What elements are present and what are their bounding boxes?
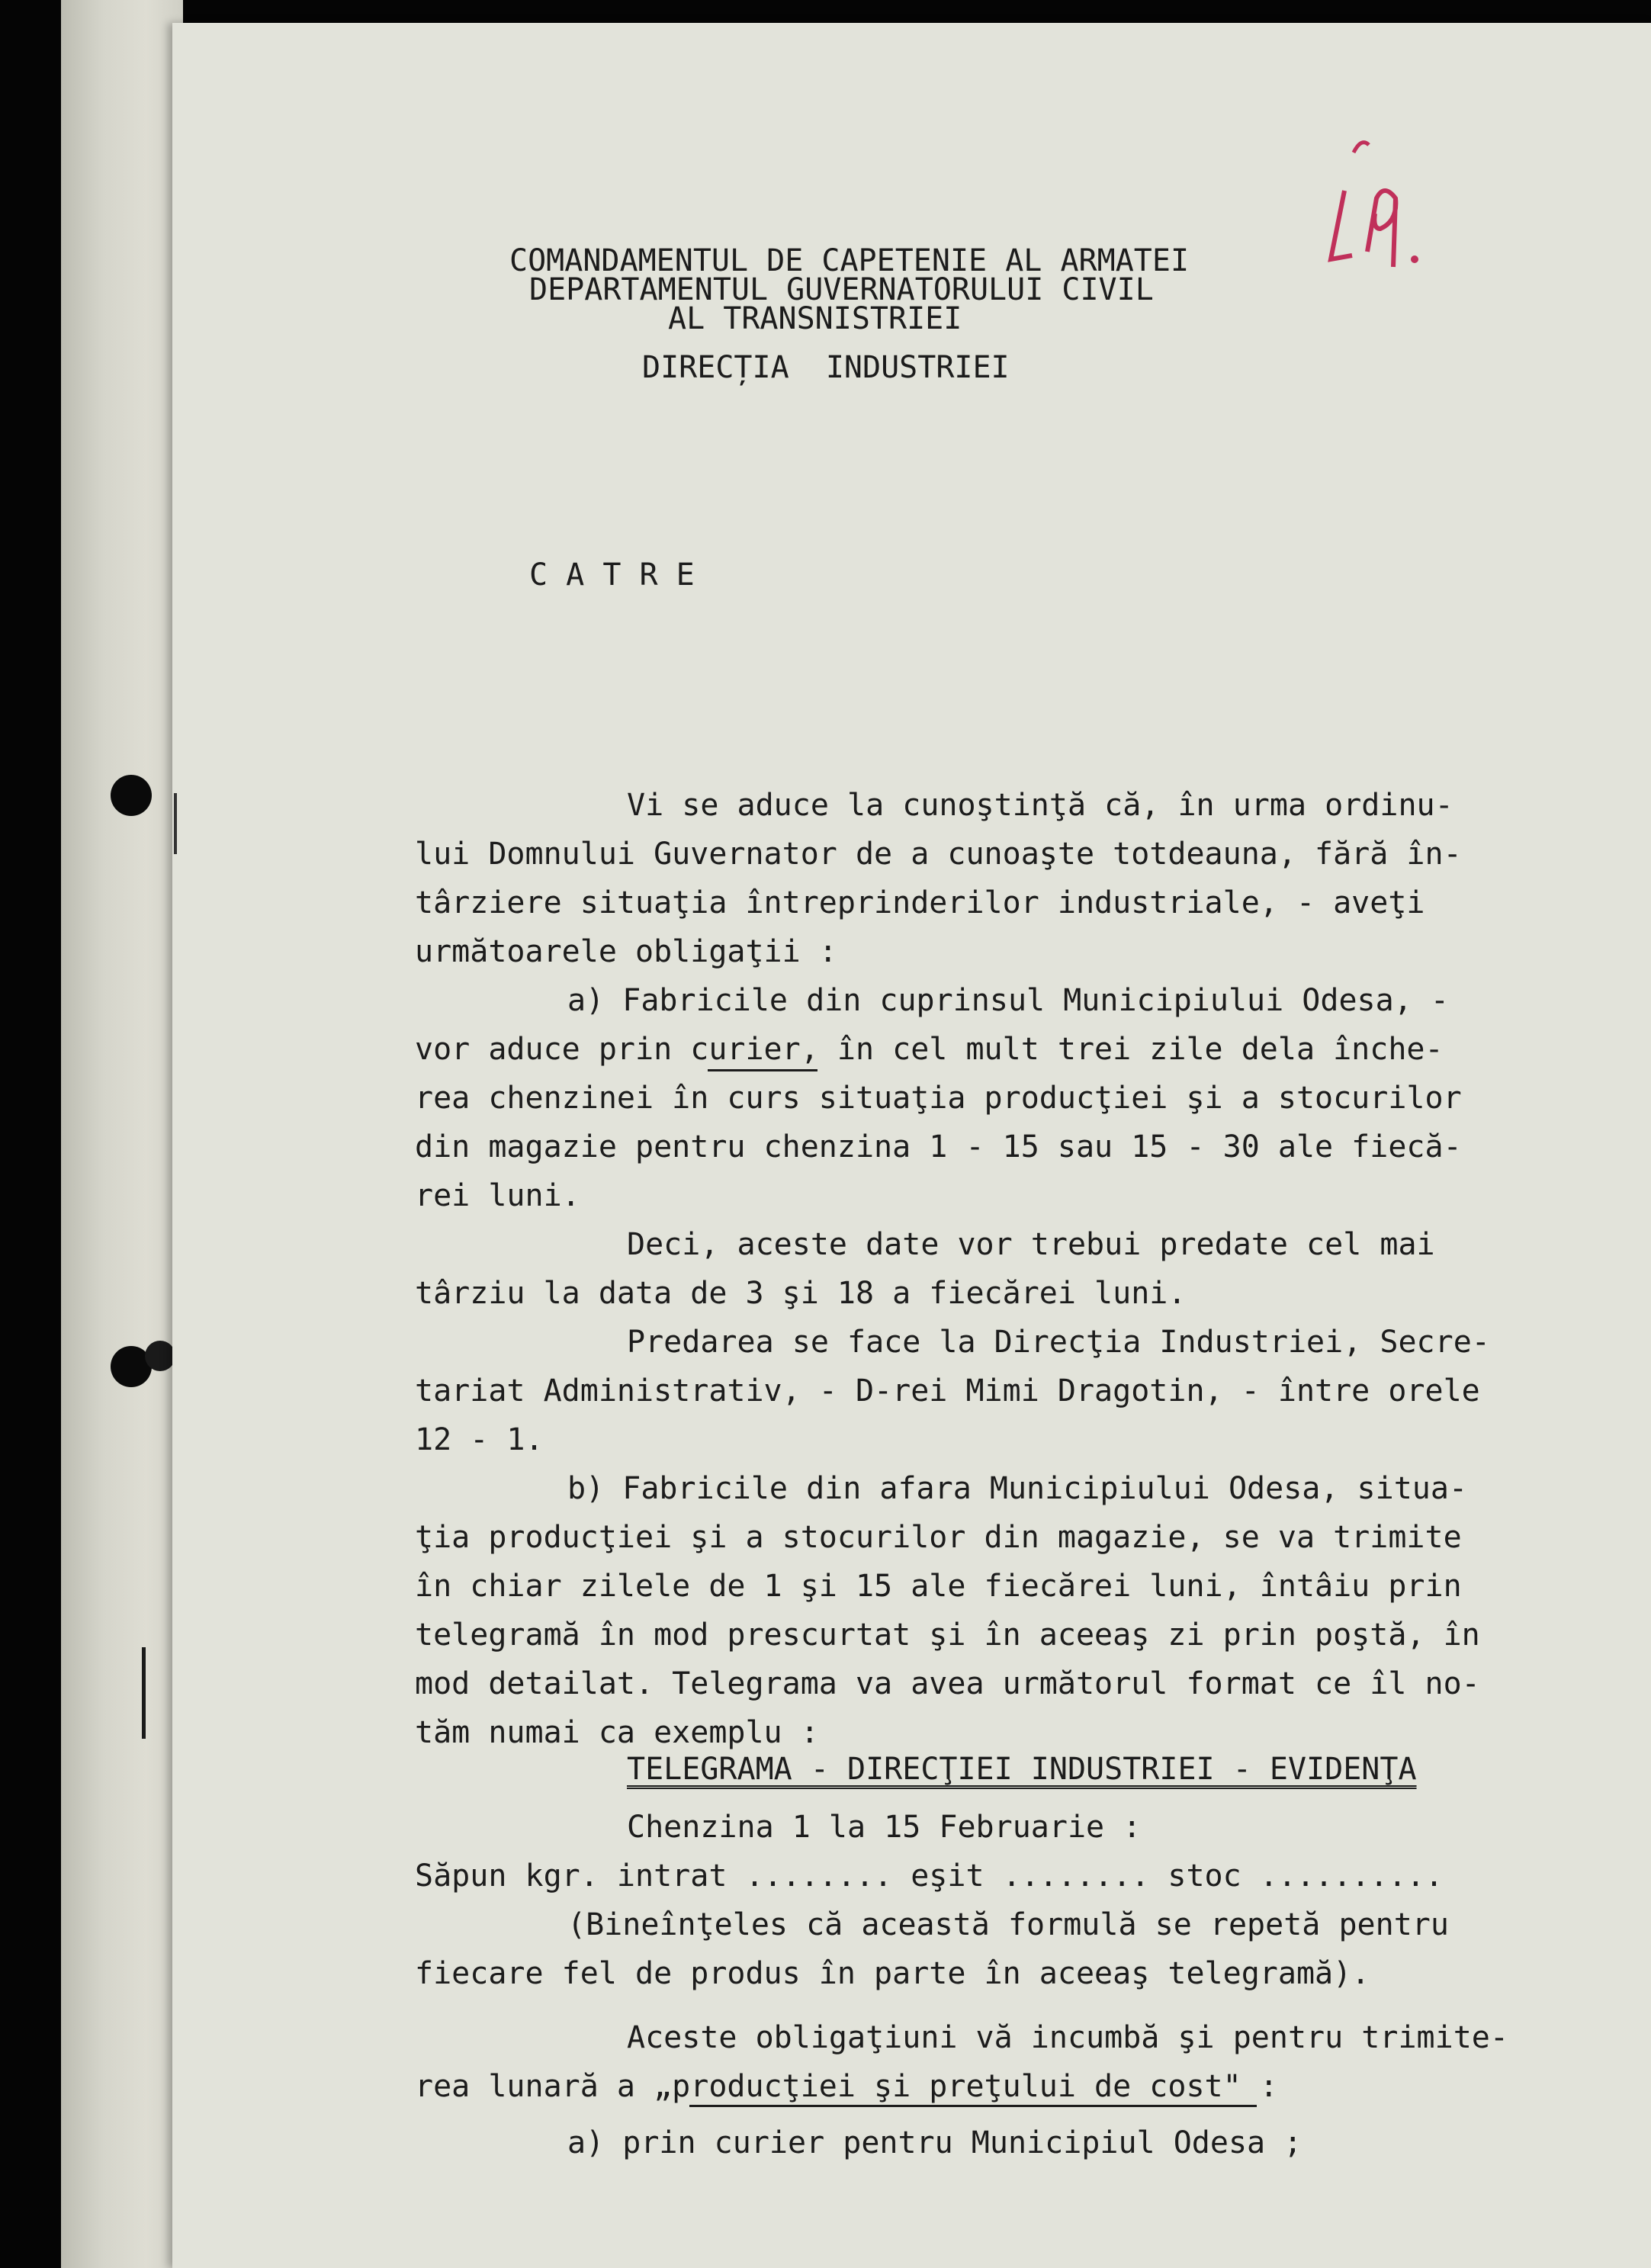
body-line: Deci, aceste date vor trebui predate cel mai bbox=[627, 1227, 1435, 1262]
body-line: târziu la data de 3 şi 18 a fiecărei luni. bbox=[415, 1276, 1187, 1311]
margin-mark bbox=[142, 1647, 146, 1739]
header-line-3: AL TRANSNISTRIEI bbox=[668, 301, 962, 336]
body-line: vor aduce prin curier, în cel mult trei zile dela înche- bbox=[415, 1032, 1444, 1067]
body-line: telegramă în mod prescurtat şi în aceeaş zi prin poştă, în bbox=[415, 1617, 1480, 1653]
body-line: Vi se aduce la cunoştinţă că, în urma ordinu- bbox=[627, 788, 1453, 823]
header-line-4: DIRECȚIA INDUSTRIEI bbox=[642, 350, 1010, 385]
body-line: (Bineînţeles că această formulă se repetă pentru bbox=[567, 1907, 1449, 1942]
header-line-2: DEPARTAMENTUL GUVERNATORULUI CIVIL bbox=[529, 272, 1154, 307]
telegram-heading: TELEGRAMA - DIRECŢIEI INDUSTRIEI - EVIDENŢA bbox=[627, 1752, 1417, 1787]
body-line: a) prin curier pentru Municipiul Odesa ; bbox=[567, 2125, 1302, 2160]
page-number bbox=[1308, 122, 1430, 297]
punch-hole bbox=[145, 1341, 175, 1371]
body-line: următoarele obligaţii : bbox=[415, 934, 837, 969]
body-line: ţia producţiei şi a stocurilor din magazie, se va trimite bbox=[415, 1520, 1462, 1555]
body-line: târziere situaţia întreprinderilor industriale, - aveţi bbox=[415, 885, 1425, 920]
body-line: b) Fabricile din afara Municipiului Odesa, situa- bbox=[567, 1471, 1468, 1506]
punch-hole bbox=[111, 775, 152, 816]
body-line: lui Domnului Guvernator de a cunoaşte totdeauna, fără în- bbox=[415, 837, 1462, 872]
binding-strip bbox=[61, 0, 183, 2268]
body-line: a) Fabricile din cuprinsul Municipiului Odesa, - bbox=[567, 983, 1449, 1018]
body-line: în chiar zilele de 1 şi 15 ale fiecărei luni, întâiu prin bbox=[415, 1569, 1462, 1604]
body-line: rea chenzinei în curs situaţia producţiei şi a stocurilor bbox=[415, 1081, 1462, 1116]
body-line: tăm numai ca exemplu : bbox=[415, 1715, 819, 1750]
body-line: fiecare fel de produs în parte în aceeaş telegramă). bbox=[415, 1956, 1370, 1991]
body-line: din magazie pentru chenzina 1 - 15 sau 15 - 30 ale fiecă- bbox=[415, 1129, 1462, 1165]
addressee: C A T R E bbox=[529, 557, 695, 593]
body-line: Predarea se face la Direcţia Industriei, Secre- bbox=[627, 1325, 1490, 1360]
underline-productiei bbox=[689, 2105, 1257, 2107]
body-line: rei luni. bbox=[415, 1178, 580, 1213]
margin-mark bbox=[174, 793, 177, 854]
body-line: Aceste obligaţiuni vă incumbă şi pentru trimite- bbox=[627, 2020, 1508, 2055]
header-line-1: COMANDAMENTUL DE CAPETENIE AL ARMATEI bbox=[509, 243, 1190, 278]
body-line: rea lunară a „producţiei şi preţului de cost" : bbox=[415, 2069, 1278, 2104]
body-line: tariat Administrativ, - D-rei Mimi Dragotin, - între orele bbox=[415, 1373, 1480, 1409]
body-line: mod detailat. Telegrama va avea următorul format ce îl no- bbox=[415, 1666, 1480, 1701]
body-line: 12 - 1. bbox=[415, 1422, 544, 1457]
underline-curier bbox=[708, 1069, 817, 1071]
body-line: Chenzina 1 la 15 Februarie : bbox=[627, 1810, 1142, 1845]
body-line: Săpun kgr. intrat ........ eşit ........ stoc .......... bbox=[415, 1858, 1444, 1894]
